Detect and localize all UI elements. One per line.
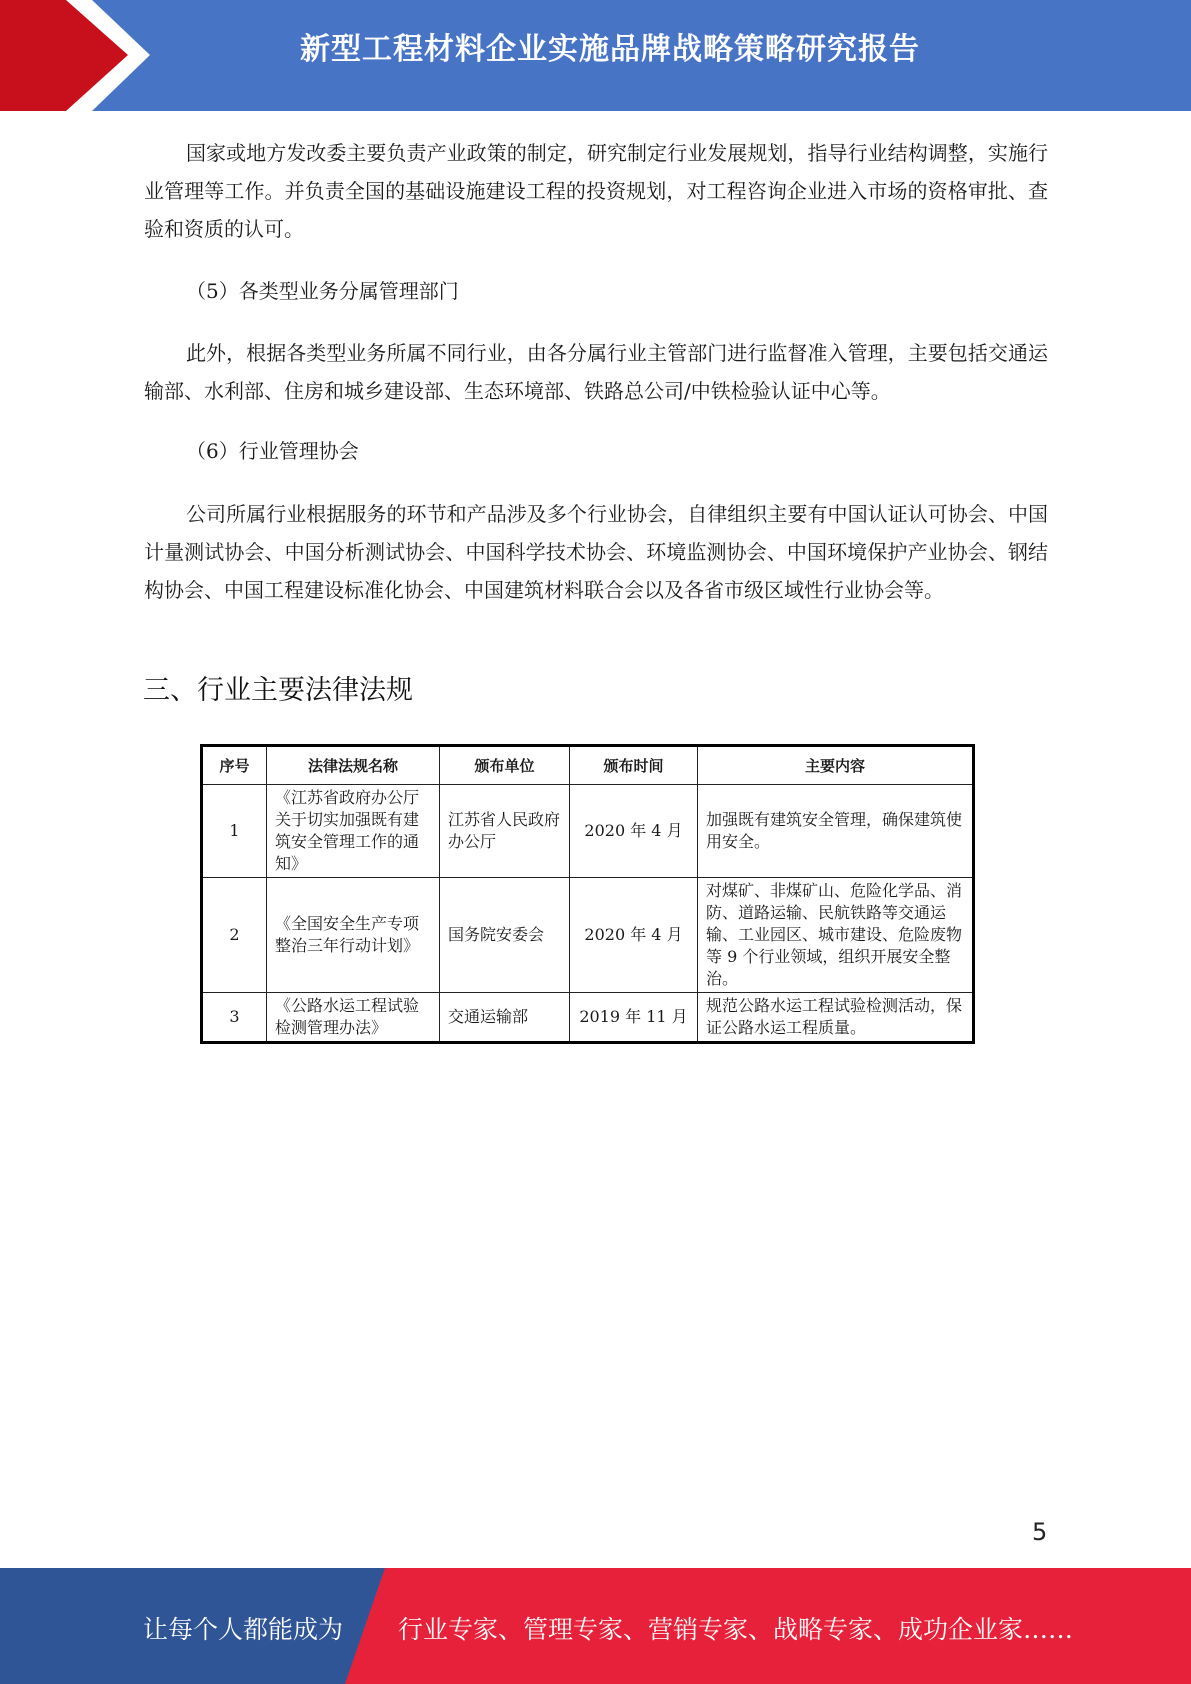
cell-law-name: 《全国安全生产专项整治三年行动计划》	[267, 878, 440, 993]
table-row	[202, 785, 974, 878]
cell-index: 3	[202, 993, 267, 1043]
header-index: 序号	[202, 746, 267, 785]
laws-table	[200, 744, 975, 1044]
footer-slogan-right: 行业专家、管理专家、营销专家、战略专家、成功企业家……	[398, 1615, 1074, 1644]
cell-index: 1	[202, 785, 267, 878]
header-law-name: 法律法规名称	[267, 746, 440, 785]
cell-index: 2	[202, 878, 267, 993]
paragraph-associations: 公司所属行业根据服务的环节和产品涉及多个行业协会，自律组织主要有中国认证认可协会、中国计量测试协会、中国分析测试协会、中国科学技术协会、环境监测协会、中国环境保护产业协会、钢结构协会、中国工程建设标准化协会、中国建筑材料联合会以及各省市级区域性行业协会等。	[144, 502, 1048, 602]
cell-issuer: 江苏省人民政府办公厅	[440, 785, 570, 878]
subheading-5: （5）各类型业务分属管理部门	[186, 279, 459, 303]
footer-slogan-left: 让每个人都能成为	[143, 1615, 344, 1644]
page-footer	[0, 1568, 1191, 1684]
cell-content: 加强既有建筑安全管理，确保建筑使用安全。	[698, 785, 974, 878]
report-title: 新型工程材料企业实施品牌战略策略研究报告	[300, 32, 920, 67]
paragraph-ndrc: 国家或地方发改委主要负责产业政策的制定，研究制定行业发展规划，指导行业结构调整，实施行业管理等工作。并负责全国的基础设施建设工程的投资规划，对工程咨询企业进入市场的资格审批、查验和资质的认可。	[144, 141, 1048, 241]
cell-date: 2020 年 4 月	[570, 878, 698, 993]
paragraph-departments: 此外，根据各类型业务所属不同行业，由各分属行业主管部门进行监督准入管理，主要包括交通运输部、水利部、住房和城乡建设部、生态环境部、铁路总公司/中铁检验认证中心等。	[144, 341, 1048, 403]
page-number: 5	[1032, 1518, 1048, 1546]
table-row	[202, 993, 974, 1043]
cell-content: 规范公路水运工程试验检测活动，保证公路水运工程质量。	[698, 993, 974, 1043]
cell-issuer: 交通运输部	[440, 993, 570, 1043]
cell-law-name: 《公路水运工程试验检测管理办法》	[267, 993, 440, 1043]
header-date: 颁布时间	[570, 746, 698, 785]
page-header	[0, 0, 1191, 111]
cell-date: 2019 年 11 月	[570, 993, 698, 1043]
header-issuer: 颁布单位	[440, 746, 570, 785]
cell-date: 2020 年 4 月	[570, 785, 698, 878]
header-content: 主要内容	[698, 746, 974, 785]
cell-law-name: 《江苏省政府办公厅关于切实加强既有建筑安全管理工作的通知》	[267, 785, 440, 878]
subheading-6: （6）行业管理协会	[186, 439, 359, 463]
cell-content: 对煤矿、非煤矿山、危险化学品、消防、道路运输、民航铁路等交通运输、工业园区、城市建设、危险废物等 9 个行业领域，组织开展安全整治。	[698, 878, 974, 993]
cell-issuer: 国务院安委会	[440, 878, 570, 993]
table-header-row	[202, 746, 974, 785]
section-title-laws: 三、行业主要法律法规	[143, 675, 413, 706]
table-row	[202, 878, 974, 993]
